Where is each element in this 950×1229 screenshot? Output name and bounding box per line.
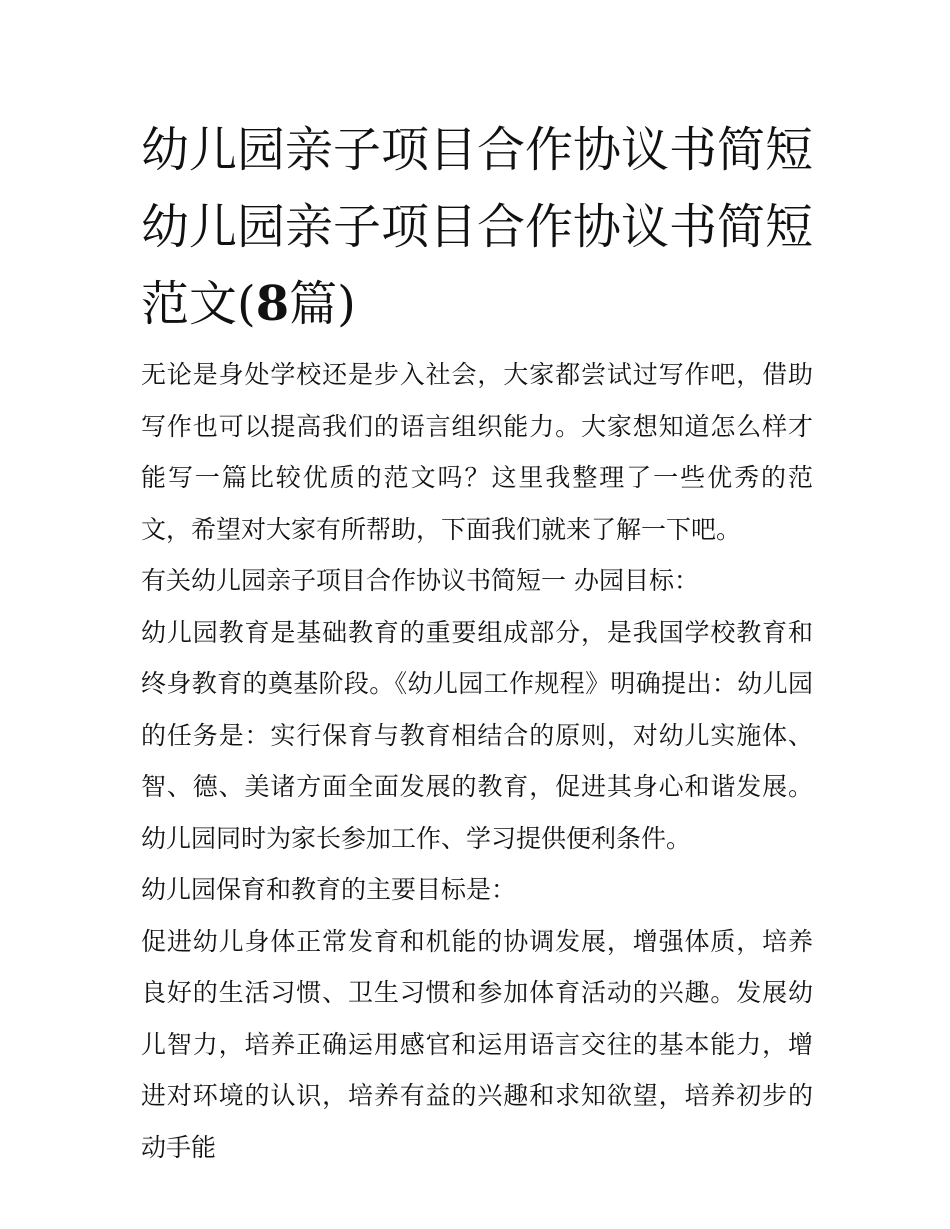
- paragraph-intro: 无论是身处学校还是步入社会，大家都尝试过写作吧，借助写作也可以提高我们的语言组织能力。大家想知道怎么样才能写一篇比较优质的范文吗？这里我整理了一些优秀的范文，希望对大家有所帮助，下面我们就来了解一下吧。: [141, 360, 813, 544]
- title-count: 8: [255, 276, 290, 332]
- paragraph-education: 幼儿园教育是基础教育的重要组成部分，是我国学校教育和终身教育的奠基阶段。《幼儿园工作规程》明确提出：幼儿园的任务是：实行保育与教育相结合的原则，对幼儿实施体、智、德、美诸方面全面发展的教育，促进其身心和谐发展。幼儿园同时为家长参加工作、学习提供便利条件。: [141, 617, 813, 853]
- paragraph-goals-heading: 幼儿园保育和教育的主要目标是：: [141, 875, 517, 904]
- document-body: [141, 349, 813, 1173]
- document-title: [141, 112, 813, 343]
- title-text-part1: 幼儿园亲子项目合作协议书简短 幼儿园亲子项目合作协议书简短范文(: [141, 122, 814, 332]
- paragraph-section-heading: 有关幼儿园亲子项目合作协议书简短一 办园目标：: [141, 566, 699, 595]
- title-text-part2: 篇): [289, 276, 356, 332]
- document-content: [141, 112, 813, 1173]
- paragraph-goals: 促进幼儿身体正常发育和机能的协调发展，增强体质，培养良好的生活习惯、卫生习惯和参加体育活动的兴趣。发展幼儿智力，培养正确运用感官和运用语言交往的基本能力，增进对环境的认识，培养有益的兴趣和求知欲望，培养初步的动手能: [141, 926, 813, 1162]
